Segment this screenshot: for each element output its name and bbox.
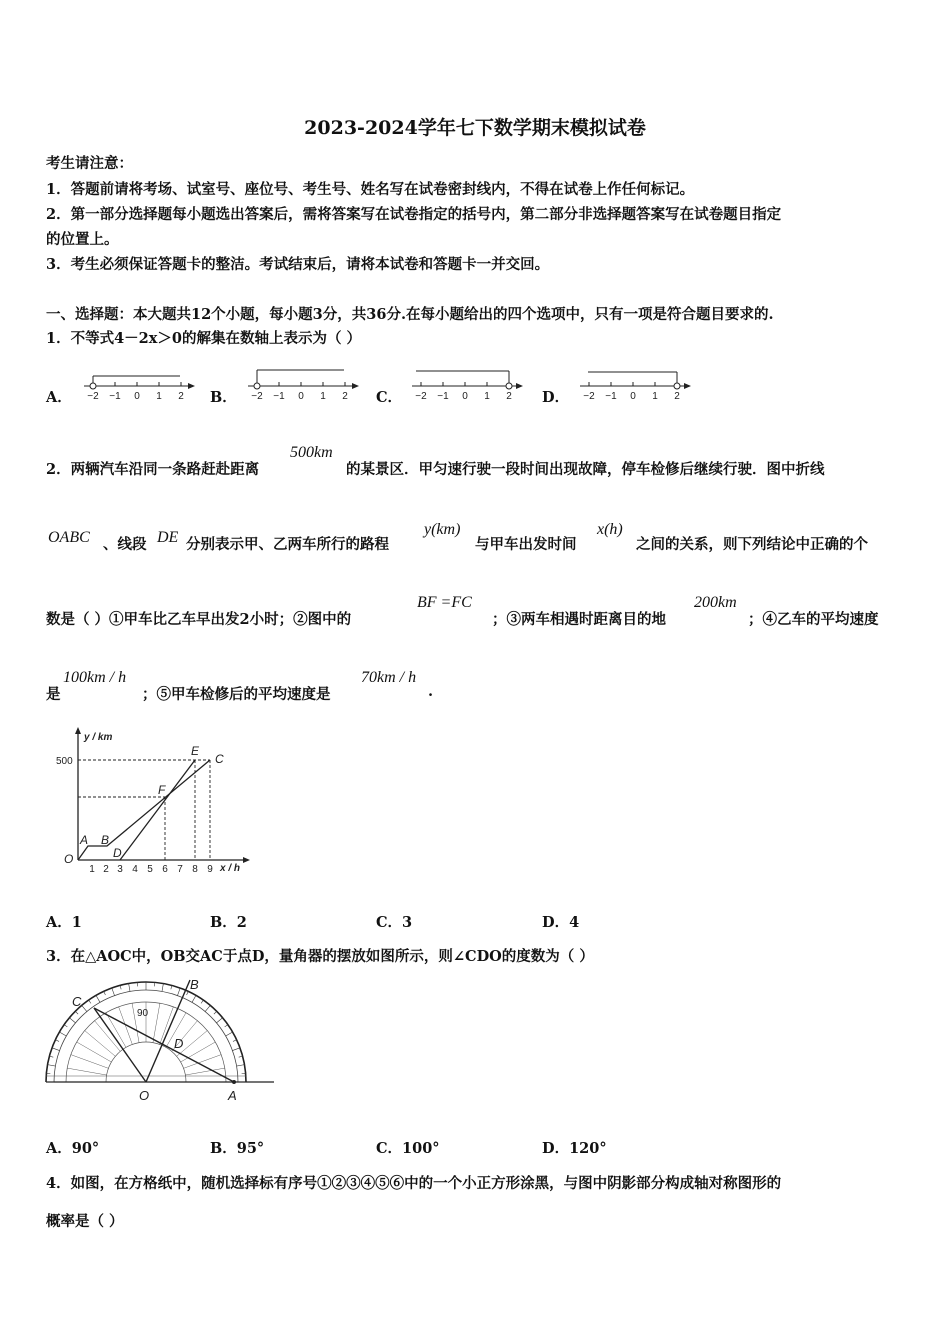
q2-line3-c: ；④乙车的平均速度 — [748, 611, 879, 628]
protractor-tick — [129, 984, 130, 992]
tick-label: −1 — [605, 391, 617, 402]
q1-number-line-b — [244, 364, 364, 404]
q1-number-line-a — [80, 364, 200, 404]
protractor-tick — [96, 995, 100, 1002]
protractor-tick — [162, 984, 163, 992]
notice-item-2-cont: 的位置上。 — [46, 231, 119, 248]
graph-x-tick: 1 — [89, 864, 95, 875]
q2-line1-b: 的某景区．甲匀速行驶一段时间出现故障，停车检修后继续行驶．图中折线 — [346, 461, 825, 478]
graph-point-f: F — [158, 783, 166, 797]
protractor-tick — [59, 1032, 66, 1036]
protractor-tick — [177, 988, 180, 996]
tick-label: 2 — [342, 391, 348, 402]
q2-option-d: D．4 — [542, 914, 580, 931]
q2-distance-time-graph — [58, 726, 258, 876]
q1-number-line-c — [408, 364, 528, 404]
tick-label: 1 — [484, 391, 490, 402]
protractor-tick — [226, 1032, 233, 1036]
page-title: 2023-2024学年七下数学期末模拟试卷 — [304, 117, 646, 139]
q2-math-de: DE — [157, 529, 179, 546]
tick-label: 2 — [178, 391, 184, 402]
protractor-radial-line — [77, 1042, 112, 1062]
q2-line3-a: 数是（ ）①甲车比乙车早出发2小时；②图中的 — [46, 611, 352, 628]
tick-label: 2 — [506, 391, 512, 402]
protractor-tick — [75, 1011, 78, 1014]
protractor-radial-line — [160, 1007, 174, 1045]
q2-line2-b: 分别表示甲、乙两车所行的路程 — [186, 536, 389, 553]
tick-label: 1 — [156, 391, 162, 402]
protractor-radial-line — [85, 1031, 116, 1057]
q1-option-a-label: A． — [46, 389, 72, 406]
graph-x-tick: 3 — [117, 864, 123, 875]
protractor-90-label: 90 — [137, 1008, 149, 1019]
q1-stem: 1．不等式4－2x＞0的解集在数轴上表示为（ ） — [46, 330, 362, 347]
protractor-tick — [205, 1005, 210, 1011]
graph-x-tick: 7 — [177, 864, 183, 875]
protractor-tick — [216, 1018, 222, 1023]
q4-stem-line1: 4．如图，在方格纸中，随机选择标有序号①②③④⑤⑥中的一个小正方形涂黑，与图中阴影部分构成轴对称图形的 — [46, 1175, 782, 1192]
point-a-label: A — [228, 1088, 237, 1103]
protractor-radial-line — [184, 1055, 222, 1069]
tick-label: 0 — [462, 391, 468, 402]
tick-label: −1 — [437, 391, 449, 402]
notice-item-3: 3．考生必须保证答题卡的整洁。考试结束后，请将本试卷和答题卡一并交回。 — [46, 256, 550, 273]
q2-math-oabc: OABC — [48, 529, 90, 546]
q1-option-c-label: C． — [376, 389, 403, 406]
protractor-tick — [201, 1000, 203, 1003]
notice-heading: 考生请注意： — [46, 155, 133, 172]
q3-option-a: A．90° — [46, 1140, 100, 1157]
q2-line4-c: . — [428, 683, 434, 700]
tick-label: 0 — [630, 391, 636, 402]
protractor-radial-line — [95, 1021, 121, 1052]
protractor-tick — [89, 1000, 91, 1003]
protractor-radial-line — [119, 1007, 133, 1045]
tick-label: 0 — [298, 391, 304, 402]
tick-label: −1 — [109, 391, 121, 402]
graph-y-500: 500 — [56, 756, 73, 767]
protractor-tick — [104, 991, 106, 995]
protractor-tick — [232, 1048, 240, 1051]
q3-stem: 3．在△AOC中，OB交AC于点D，量角器的摆放如图所示，则∠CDO的度数为（ ） — [46, 948, 594, 965]
graph-x-tick: 8 — [192, 864, 198, 875]
q3-option-c: C．100° — [376, 1140, 440, 1157]
tick-label: 2 — [674, 391, 680, 402]
protractor-tick — [55, 1040, 59, 1042]
tick-label: −2 — [415, 391, 427, 402]
tick-label: −1 — [273, 391, 285, 402]
q3-option-d: D．120° — [542, 1140, 607, 1157]
graph-x-tick: 9 — [207, 864, 213, 875]
notice-item-2: 2．第一部分选择题每小题选出答案后，需将答案写在试卷指定的括号内，第二部分非选择题答案写在试卷题目指定 — [46, 206, 782, 223]
q4-stem-line2: 概率是（ ） — [46, 1213, 124, 1230]
graph-point-a: A — [80, 833, 89, 847]
graph-point-c: C — [215, 752, 224, 766]
graph-point-e: E — [191, 744, 200, 758]
q2-line1-a: 2．两辆汽车沿同一条路赶赴距离 — [46, 461, 260, 478]
protractor-tick — [237, 1065, 245, 1066]
protractor-tick — [112, 988, 115, 996]
q2-line4-a: 是 — [46, 686, 61, 703]
q2-line2-c: 与甲车出发时间 — [475, 536, 577, 553]
graph-point-b: B — [101, 833, 110, 847]
q2-math-70kmh: 70km / h — [361, 669, 417, 686]
q2-math-bf-fc: BF =FC — [417, 594, 472, 611]
q2-math-ykm: y(km) — [424, 521, 461, 538]
q2-line3-b: ；③两车相遇时距离目的地 — [492, 611, 666, 628]
graph-y-axis-label: y / km — [84, 732, 113, 743]
section-heading: 一、选择题：本大题共12个小题，每小题3分，共36分.在每小题给出的四个选项中，只有一项是符合题目要求的. — [46, 306, 774, 323]
graph-point-d: D — [113, 846, 122, 860]
tick-label: 1 — [320, 391, 326, 402]
protractor-tick — [52, 1048, 60, 1051]
q2-math-xh: x(h) — [597, 521, 623, 538]
graph-x-tick: 6 — [162, 864, 168, 875]
tick-label: −2 — [251, 391, 263, 402]
q2-option-c: C．3 — [376, 914, 413, 931]
point-o-label: O — [139, 1088, 150, 1103]
protractor-tick — [64, 1025, 67, 1027]
protractor-tick — [48, 1065, 56, 1066]
point-b-label: B — [190, 977, 199, 992]
q3-option-b: B．95° — [210, 1140, 265, 1157]
q2-math-100kmh: 100km / h — [63, 669, 127, 686]
q2-line2-d: 之间的关系，则下列结论中正确的个 — [636, 536, 868, 553]
q2-option-a: A．1 — [46, 914, 82, 931]
point-d-label: D — [174, 1036, 184, 1051]
q2-math-200km: 200km — [694, 594, 737, 611]
protractor-tick — [225, 1025, 228, 1027]
protractor-tick — [82, 1005, 87, 1011]
q1-option-b-label: B． — [210, 389, 237, 406]
protractor-radial-line — [153, 1003, 160, 1042]
protractor-tick — [69, 1018, 75, 1023]
tick-label: −2 — [87, 391, 99, 402]
protractor-radial-line — [67, 1068, 106, 1075]
protractor-tick — [187, 991, 189, 995]
protractor-tick — [192, 995, 196, 1002]
q1-option-d-label: D． — [542, 389, 570, 406]
graph-x-tick: 2 — [103, 864, 109, 875]
protractor-tick — [233, 1040, 237, 1042]
tick-label: −2 — [583, 391, 595, 402]
q1-number-line-d — [576, 364, 696, 404]
graph-x-axis-label: x / h — [220, 863, 241, 874]
q2-line2-a: 、线段 — [103, 536, 147, 553]
q2-option-b: B．2 — [210, 914, 247, 931]
graph-origin: O — [64, 852, 74, 866]
tick-label: 1 — [652, 391, 658, 402]
graph-x-tick: 4 — [132, 864, 138, 875]
protractor-radial-line — [71, 1055, 109, 1069]
protractor-radial-line — [181, 1042, 216, 1062]
graph-x-tick: 5 — [147, 864, 153, 875]
q2-math-500km: 500km — [290, 444, 333, 461]
tick-label: 0 — [134, 391, 140, 402]
protractor-tick — [214, 1011, 217, 1014]
q3-protractor-figure — [44, 972, 279, 1107]
q2-line4-b: ；⑤甲车检修后的平均速度是 — [142, 686, 331, 703]
point-c-label: C — [72, 994, 82, 1009]
notice-item-1: 1．答题前请将考场、试室号、座位号、考生号、姓名写在试卷密封线内，不得在试卷上作任何标记。 — [46, 181, 695, 198]
